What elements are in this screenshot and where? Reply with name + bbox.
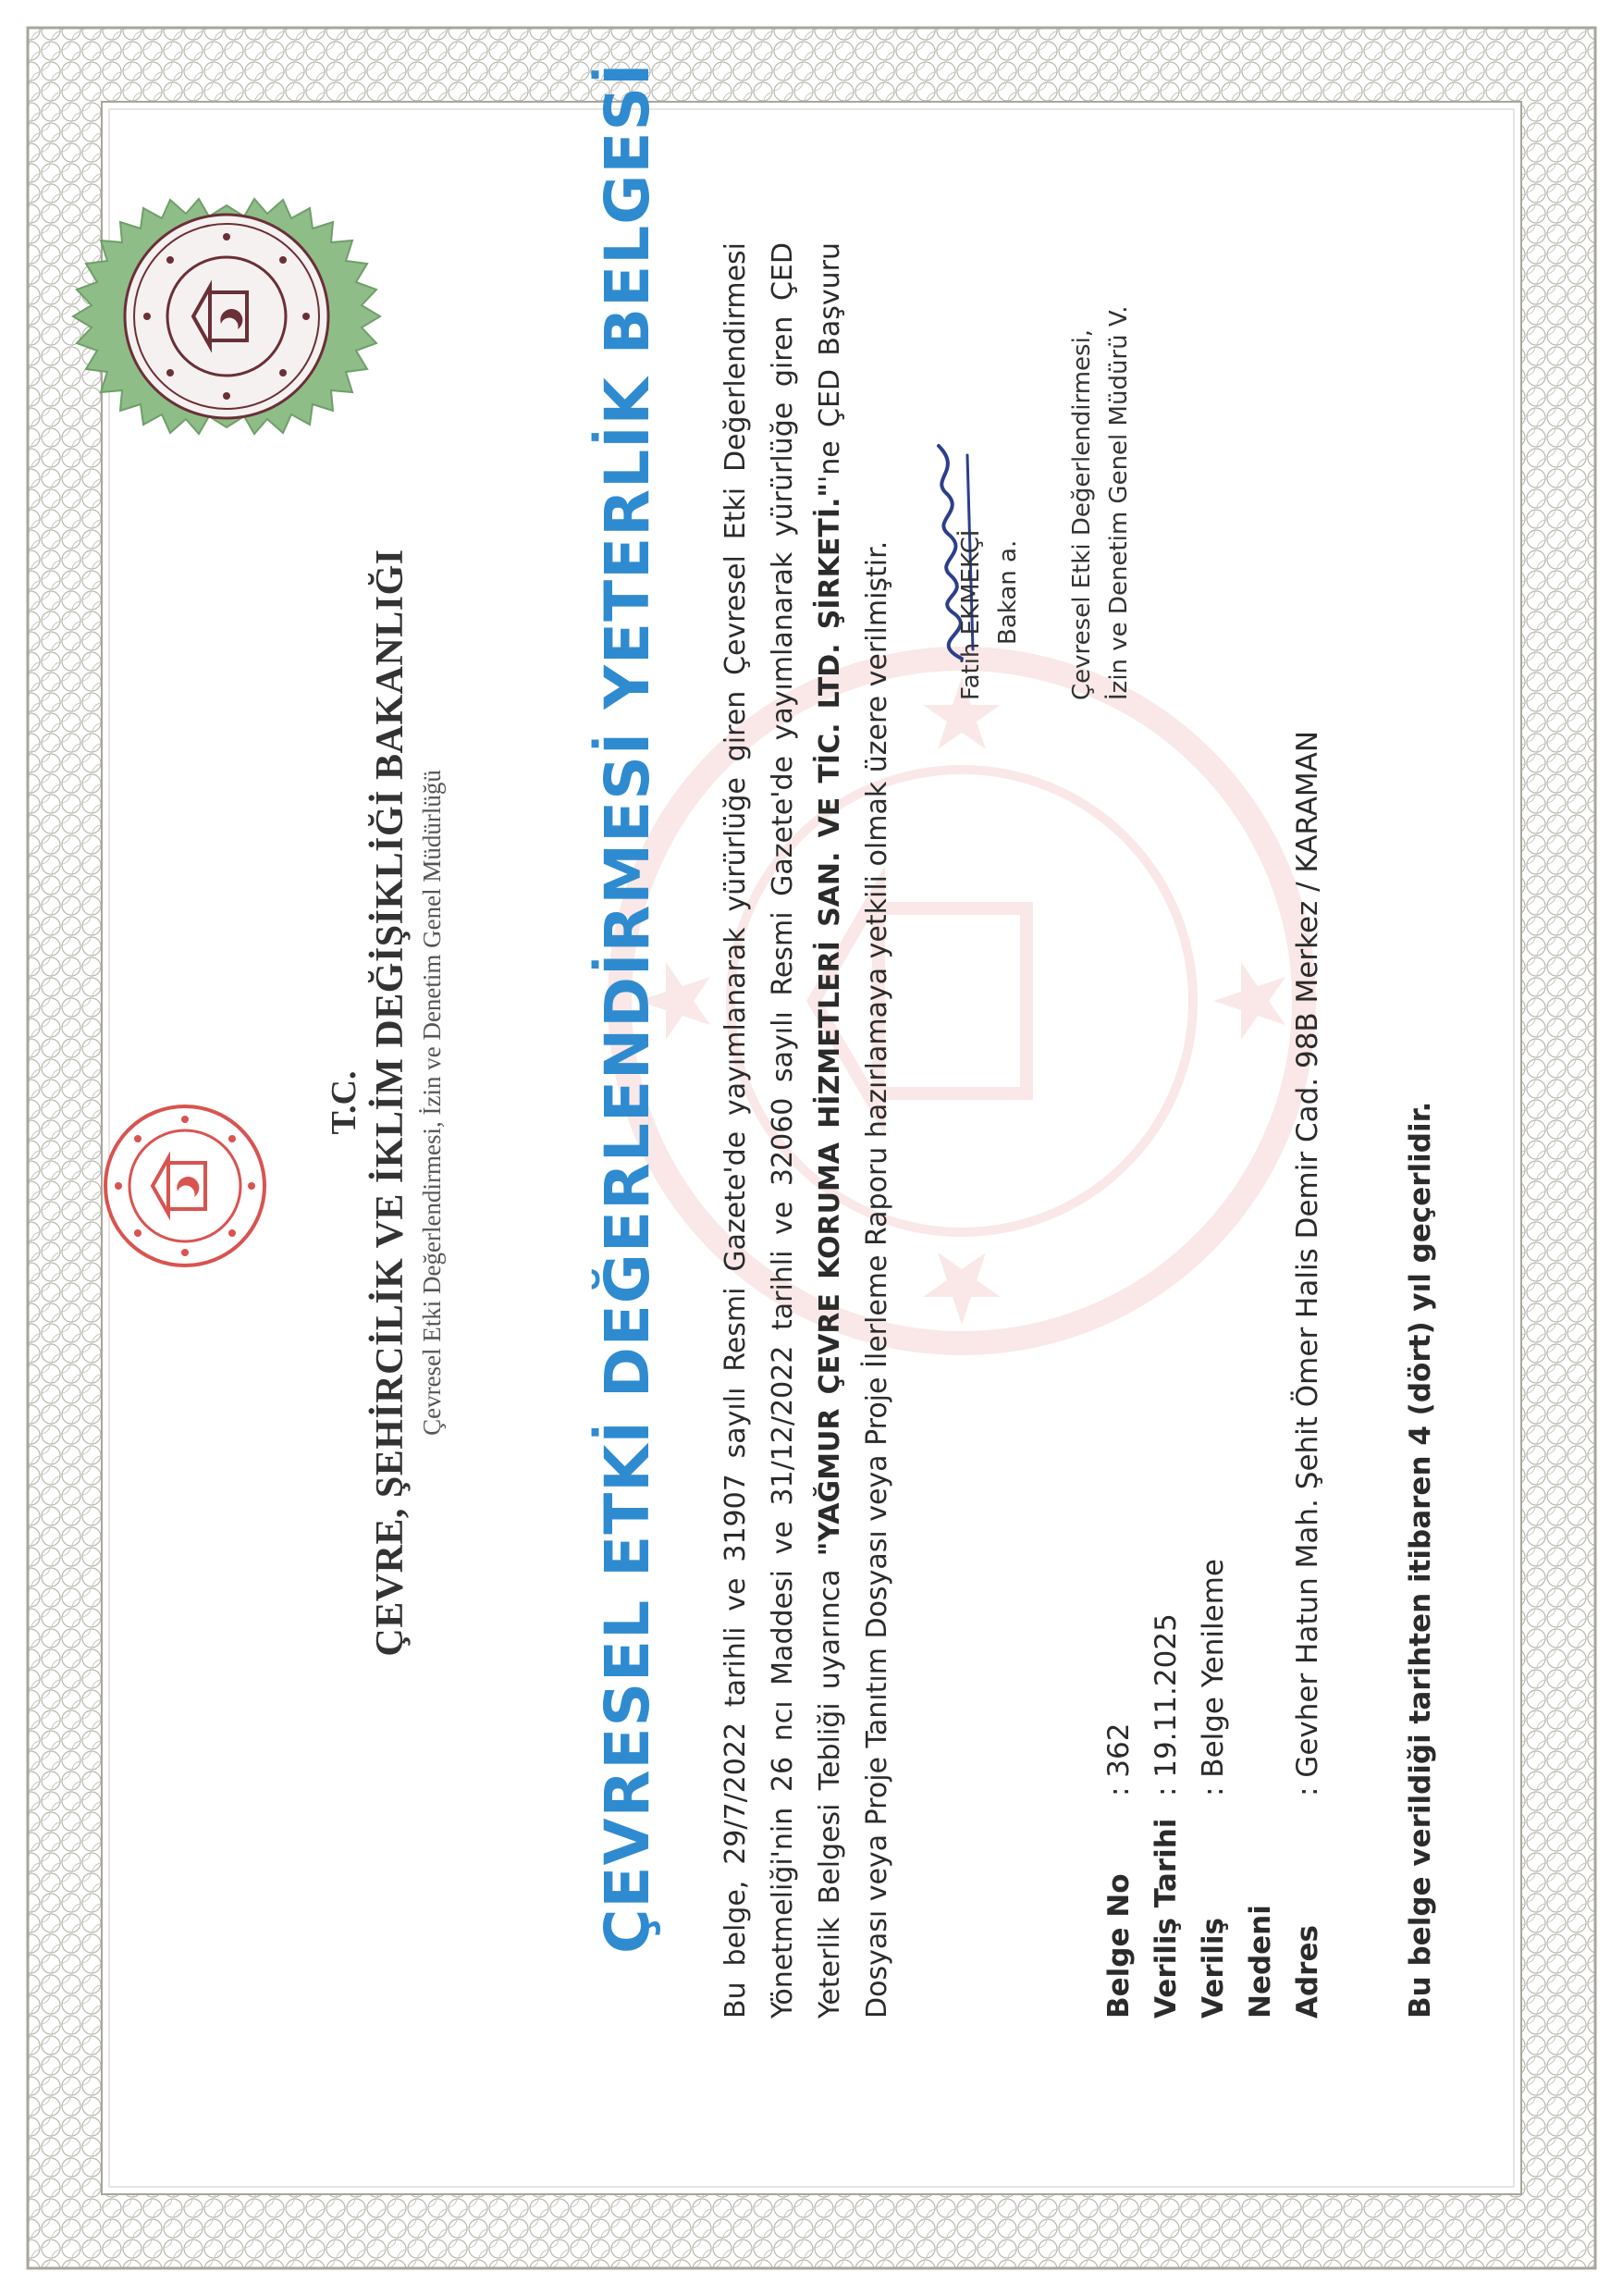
signature-block bbox=[953, 219, 1137, 700]
verilis-nedeni-label: Veriliş Nedeni bbox=[1197, 1905, 1277, 2018]
detail-row-adres bbox=[1285, 731, 1332, 2018]
ministry-name: ÇEVRE, ŞEHİRCİLİK VE İKLİM DEĞİŞİKLİĞİ BAKANLIĞI bbox=[369, 549, 412, 1657]
body-text-part2: 'ne ÇED Başvuru Dosyası veya Proje Tanıtım Dosyası veya Proje İlerleme Raporu hazırlamaya yetkili olmak üzere verilmiştir. bbox=[814, 242, 893, 2018]
adres-value: : Gevher Hatun Mah. Şehit Ömer Halis Demir Cad. 98B Merkez / KARAMAN bbox=[1291, 730, 1324, 1796]
body-text-part1: Bu belge, 29/7/2022 tarihli ve 31907 sayılı Resmi Gazete'de yayımlanarak yürürlüğe giren Çevresel Etki Değerlendirmesi Yönetmeliği'nin 26 ncı Maddesi ve 31/12/2022 tarihli ve 32060 sayılı Resmi Gazete'de yayımlanarak yürürlüğe giren ÇED Yeterlik Belgesi Tebliği uyarınca bbox=[719, 242, 846, 2018]
ministry-seal-green-icon bbox=[69, 159, 384, 474]
verilis-tarihi-value: : 19.11.2025 bbox=[1150, 1613, 1183, 1796]
verilis-nedeni-value: : Belge Yenileme bbox=[1197, 1559, 1230, 1796]
adres-label: Adres bbox=[1291, 1925, 1324, 2018]
certificate-details bbox=[1096, 731, 1332, 2018]
detail-row-verilis-nedeni bbox=[1190, 731, 1285, 2018]
belge-no-value: : 362 bbox=[1102, 1722, 1136, 1796]
detail-row-verilis-tarihi bbox=[1143, 731, 1190, 2018]
signatory-line1: Bakan a. bbox=[994, 539, 1022, 645]
signatory-line3: İzin ve Denetim Genel Müdürü V. bbox=[1105, 305, 1133, 700]
validity-statement: Bu belge verildiği tarihten itibaren 4 (dört) yıl geçerlidir. bbox=[1404, 1101, 1437, 2018]
verilis-tarihi-label: Veriliş Tarihi bbox=[1150, 1818, 1183, 2018]
detail-row-belge-no bbox=[1096, 731, 1143, 2018]
signatory-name: Fatih EKMEKÇİ bbox=[957, 529, 985, 700]
directorate-name: Çevresel Etki Değerlendirmesi, İzin ve Denetim Genel Müdürlüğü bbox=[418, 770, 446, 1436]
header-tc: T.C. bbox=[325, 1070, 363, 1135]
certificate-body bbox=[712, 242, 901, 2018]
certificate-title: ÇEVRESEL ETKİ DEĞERLENDİRMESİ YETERLİK BELGESİ bbox=[592, 62, 663, 1954]
company-name: "YAĞMUR ÇEVRE KORUMA HİZMETLERİ SAN. VE TİC. LTD. ŞİRKETİ." bbox=[814, 482, 846, 1557]
signatory-line2: Çevresel Etki Değerlendirmesi, bbox=[1068, 328, 1096, 700]
ministry-seal-red-icon bbox=[102, 1103, 268, 1269]
belge-no-label: Belge No bbox=[1102, 1873, 1136, 2018]
